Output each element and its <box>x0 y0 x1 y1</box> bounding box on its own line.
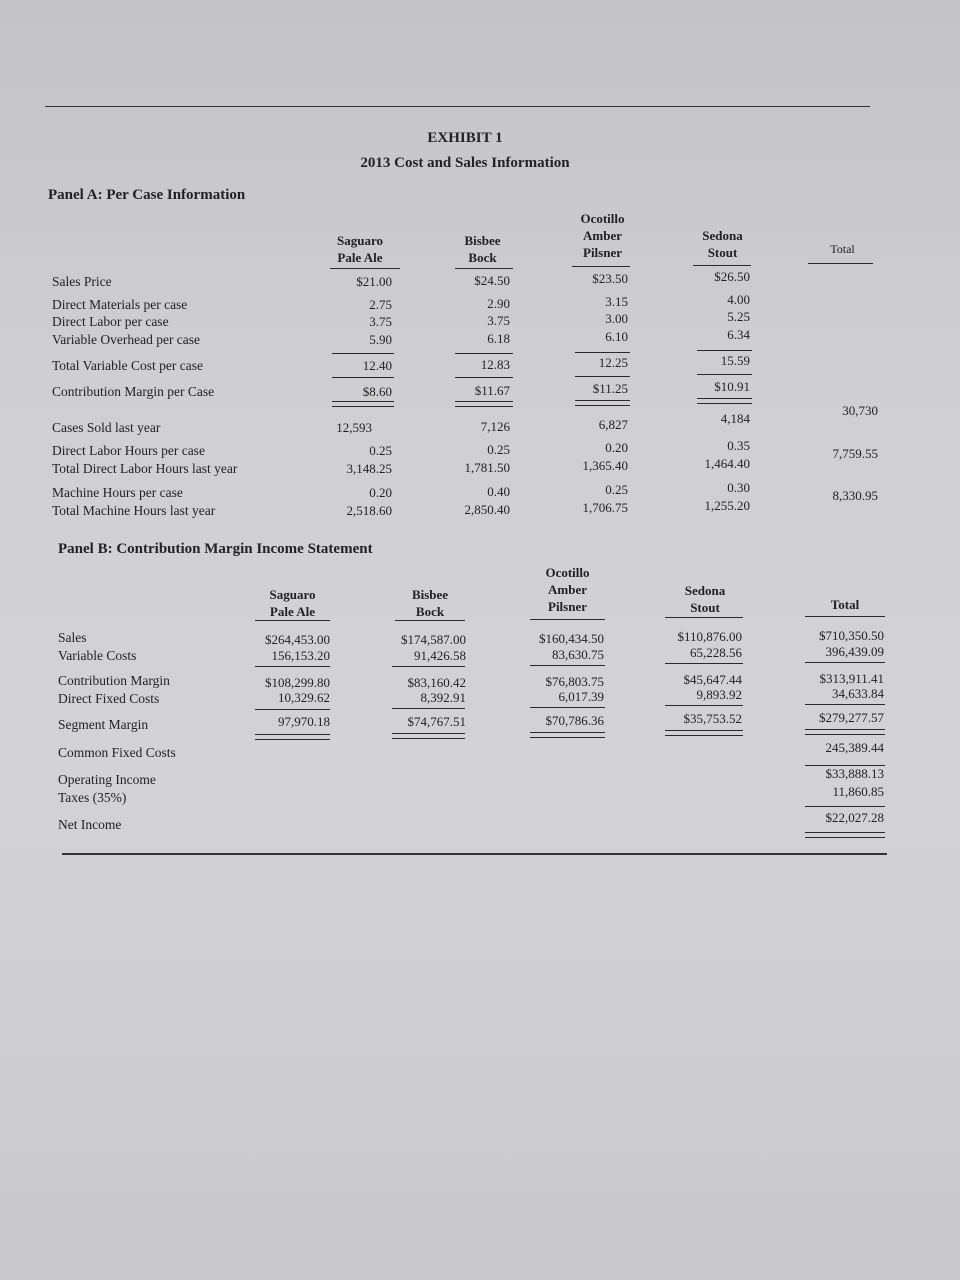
panel-a-value: 3.75 <box>487 313 510 328</box>
panel-a-row-label: Sales Price <box>52 274 112 289</box>
bottom-rule <box>62 853 887 855</box>
double-rule <box>697 398 752 404</box>
panel-a-value: $11.67 <box>474 383 510 398</box>
double-rule <box>455 401 513 407</box>
panel-b-header-saguaro: Saguaro Pale Ale <box>269 587 316 619</box>
panel-a-value: 0.40 <box>487 484 510 499</box>
double-rule <box>332 401 394 407</box>
double-rule <box>255 734 330 740</box>
subtotal-rule <box>805 704 885 705</box>
panel-b-value: 91,426.58 <box>414 648 466 663</box>
top-rule <box>45 106 870 107</box>
panel-b-value: $264,453.00 <box>265 632 330 647</box>
panel-a-value: 8,330.95 <box>832 488 878 503</box>
subtotal-rule <box>697 350 752 351</box>
subtotal-rule <box>665 705 743 706</box>
panel-a-value: 6.10 <box>605 329 628 344</box>
panel-a-header-underline <box>455 268 513 269</box>
panel-a-value: 15.59 <box>720 353 750 368</box>
panel-b-row-label: Common Fixed Costs <box>58 745 176 760</box>
double-rule <box>805 729 885 735</box>
subtotal-rule <box>575 352 630 353</box>
panel-a-value: 0.20 <box>605 440 628 455</box>
panel-b-row-label: Direct Fixed Costs <box>58 691 160 706</box>
panel-a-header-ocotillo: Ocotillo Amber Pilsner <box>580 211 625 260</box>
panel-b-total-value: $33,888.13 <box>825 766 884 781</box>
panel-a-value: 12.40 <box>362 358 392 373</box>
panel-b-header-underline <box>255 620 330 621</box>
panel-a-row-label: Variable Overhead per case <box>52 332 201 347</box>
panel-b-value: 396,439.09 <box>825 644 884 659</box>
subtotal-rule <box>805 765 885 766</box>
panel-b-value: 65,228.56 <box>690 645 742 660</box>
double-rule <box>530 732 605 738</box>
subtotal-rule <box>392 666 465 667</box>
subtotal-rule <box>332 377 394 378</box>
panel-a-value: 0.35 <box>727 438 750 453</box>
panel-b-header-total: Total <box>830 597 860 612</box>
panel-a-row-label: Total Direct Labor Hours last year <box>52 461 238 476</box>
panel-b-header-underline <box>530 619 605 620</box>
panel-a-value: 6.34 <box>727 327 750 342</box>
panel-b-total-value: 11,860.85 <box>832 784 884 799</box>
panel-a-row-label: Machine Hours per case <box>52 485 183 500</box>
panel-a-row-label: Total Machine Hours last year <box>52 503 216 518</box>
subtotal-rule <box>530 665 605 666</box>
panel-b-header-ocotillo: Ocotillo Amber Pilsner <box>545 565 590 614</box>
panel-b-header-sedona: Sedona Stout <box>684 583 726 615</box>
double-rule <box>665 730 743 736</box>
panel-a-value: 4.00 <box>727 292 750 307</box>
panel-b-total-value: $22,027.28 <box>825 810 884 825</box>
panel-a-value: 3.75 <box>369 314 392 329</box>
panel-b-value: $174,587.00 <box>401 632 466 647</box>
panel-a-header-underline <box>693 265 751 266</box>
panel-b-row-label: Net Income <box>58 817 122 832</box>
panel-a-value: $8.60 <box>362 384 392 399</box>
panel-a-value: 5.25 <box>727 309 750 324</box>
panel-a-value: 3.15 <box>605 294 628 309</box>
panel-b-value: $108,299.80 <box>265 675 330 690</box>
subtotal-rule <box>332 353 394 354</box>
exhibit-title: EXHIBIT 1 <box>427 130 503 146</box>
subtotal-rule <box>455 377 513 378</box>
panel-a-value: 2.75 <box>369 297 392 312</box>
exhibit-subtitle: 2013 Cost and Sales Information <box>360 155 570 171</box>
panel-a-value: 12.25 <box>598 355 628 370</box>
panel-b-row-label: Taxes (35%) <box>58 790 127 805</box>
subtotal-rule <box>392 708 465 709</box>
panel-b-value: $313,911.41 <box>819 671 884 686</box>
panel-a-value: $11.25 <box>592 381 628 396</box>
panel-a-value: 2,850.40 <box>464 502 510 517</box>
panel-a-value: 7,759.55 <box>832 446 878 461</box>
panel-b-value: $710,350.50 <box>819 628 884 643</box>
panel-a-row-label: Cases Sold last year <box>52 420 161 435</box>
subtotal-rule <box>575 376 630 377</box>
panel-b-value: $83,160.42 <box>407 675 466 690</box>
subtotal-rule <box>255 709 330 710</box>
panel-b-value: $70,786.36 <box>545 713 604 728</box>
panel-a-header-total: Total <box>830 242 855 256</box>
panel-b-header-underline <box>805 616 885 617</box>
panel-b-row-label: Variable Costs <box>58 648 137 663</box>
panel-b-value: 156,153.20 <box>271 648 330 663</box>
panel-a-row-label: Direct Labor Hours per case <box>52 443 205 458</box>
panel-a-header-underline <box>808 263 873 264</box>
panel-b-value: $110,876.00 <box>677 629 742 644</box>
panel-a-value: 6,827 <box>598 417 628 432</box>
panel-a-value: 1,464.40 <box>704 456 750 471</box>
panel-a-value: $23.50 <box>592 271 628 286</box>
double-rule <box>805 832 885 838</box>
panel-a-value: 1,255.20 <box>704 498 750 513</box>
panel-a-row-label: Direct Labor per case <box>52 314 169 329</box>
panel-a-value: 0.25 <box>487 442 510 457</box>
panel-a-value: 0.20 <box>369 485 392 500</box>
subtotal-rule <box>530 707 605 708</box>
panel-a-value: 0.25 <box>605 482 628 497</box>
panel-a-value: 2.90 <box>487 296 510 311</box>
panel-a-row-label: Direct Materials per case <box>52 297 188 312</box>
panel-b-value: $279,277.57 <box>819 710 884 725</box>
panel-a-header-underline <box>330 268 400 269</box>
panel-a-value: 1,365.40 <box>582 458 628 473</box>
panel-b-row-label: Contribution Margin <box>58 673 170 688</box>
panel-a-value: $24.50 <box>474 273 510 288</box>
panel-a-header-saguaro: Saguaro Pale Ale <box>337 233 383 265</box>
panel-a-value: $26.50 <box>714 269 750 284</box>
panel-a-row-label: Contribution Margin per Case <box>52 384 215 399</box>
panel-b-header-underline <box>395 620 465 621</box>
panel-a-title: Panel A: Per Case Information <box>48 187 246 203</box>
panel-b-value: $74,767.51 <box>407 714 466 729</box>
double-rule <box>575 400 630 406</box>
subtotal-rule <box>665 663 743 664</box>
panel-a-header-bisbee: Bisbee Bock <box>464 233 501 265</box>
panel-b-value: 10,329.62 <box>278 690 330 705</box>
panel-b-value: 83,630.75 <box>552 647 604 662</box>
panel-a-value: 0.30 <box>727 480 750 495</box>
panel-a-value: 12.83 <box>480 357 510 372</box>
panel-a-value: 4,184 <box>720 411 750 426</box>
panel-a-value: 6.18 <box>487 331 510 346</box>
panel-a-value: 2,518.60 <box>346 503 392 518</box>
double-rule <box>392 733 465 739</box>
panel-b-value: 6,017.39 <box>558 689 604 704</box>
panel-b-header-underline <box>665 617 743 618</box>
subtotal-rule <box>697 374 752 375</box>
panel-a-value: 1,781.50 <box>464 460 510 475</box>
panel-a-value: 7,126 <box>480 419 510 434</box>
subtotal-rule <box>805 806 885 807</box>
panel-b-value: 8,392.91 <box>420 690 466 705</box>
subtotal-rule <box>805 662 885 663</box>
panel-a-value: 3.00 <box>605 311 628 326</box>
panel-b-value: $76,803.75 <box>545 674 604 689</box>
panel-b-row-label: Segment Margin <box>58 717 149 732</box>
panel-a-value: 12,593 <box>336 420 372 435</box>
panel-b-value: 34,633.84 <box>832 686 884 701</box>
panel-a-header-sedona: Sedona Stout <box>702 228 743 260</box>
panel-a-value: 30,730 <box>842 403 878 418</box>
panel-a-value: 1,706.75 <box>582 500 628 515</box>
panel-b-header-bisbee: Bisbee Bock <box>411 587 449 619</box>
panel-b-title: Panel B: Contribution Margin Income Statement <box>58 541 373 557</box>
panel-a-value: $10.91 <box>714 379 750 394</box>
subtotal-rule <box>255 666 330 667</box>
panel-b-value: 97,970.18 <box>278 714 330 729</box>
panel-a-header-underline <box>572 266 630 267</box>
panel-b-total-value: 245,389.44 <box>825 740 884 755</box>
panel-b-value: $35,753.52 <box>683 711 742 726</box>
panel-a-value: 5.90 <box>369 332 392 347</box>
panel-b-value: $45,647.44 <box>683 672 742 687</box>
panel-b-value: $160,434.50 <box>539 631 604 646</box>
subtotal-rule <box>455 353 513 354</box>
panel-a-value: $21.00 <box>356 274 392 289</box>
panel-b-row-label: Operating Income <box>58 772 156 787</box>
panel-b-row-label: Sales <box>58 630 87 645</box>
panel-b-value: 9,893.92 <box>696 687 742 702</box>
panel-a-row-label: Total Variable Cost per case <box>52 358 204 373</box>
panel-a-value: 0.25 <box>369 443 392 458</box>
panel-a-value: 3,148.25 <box>346 461 392 476</box>
